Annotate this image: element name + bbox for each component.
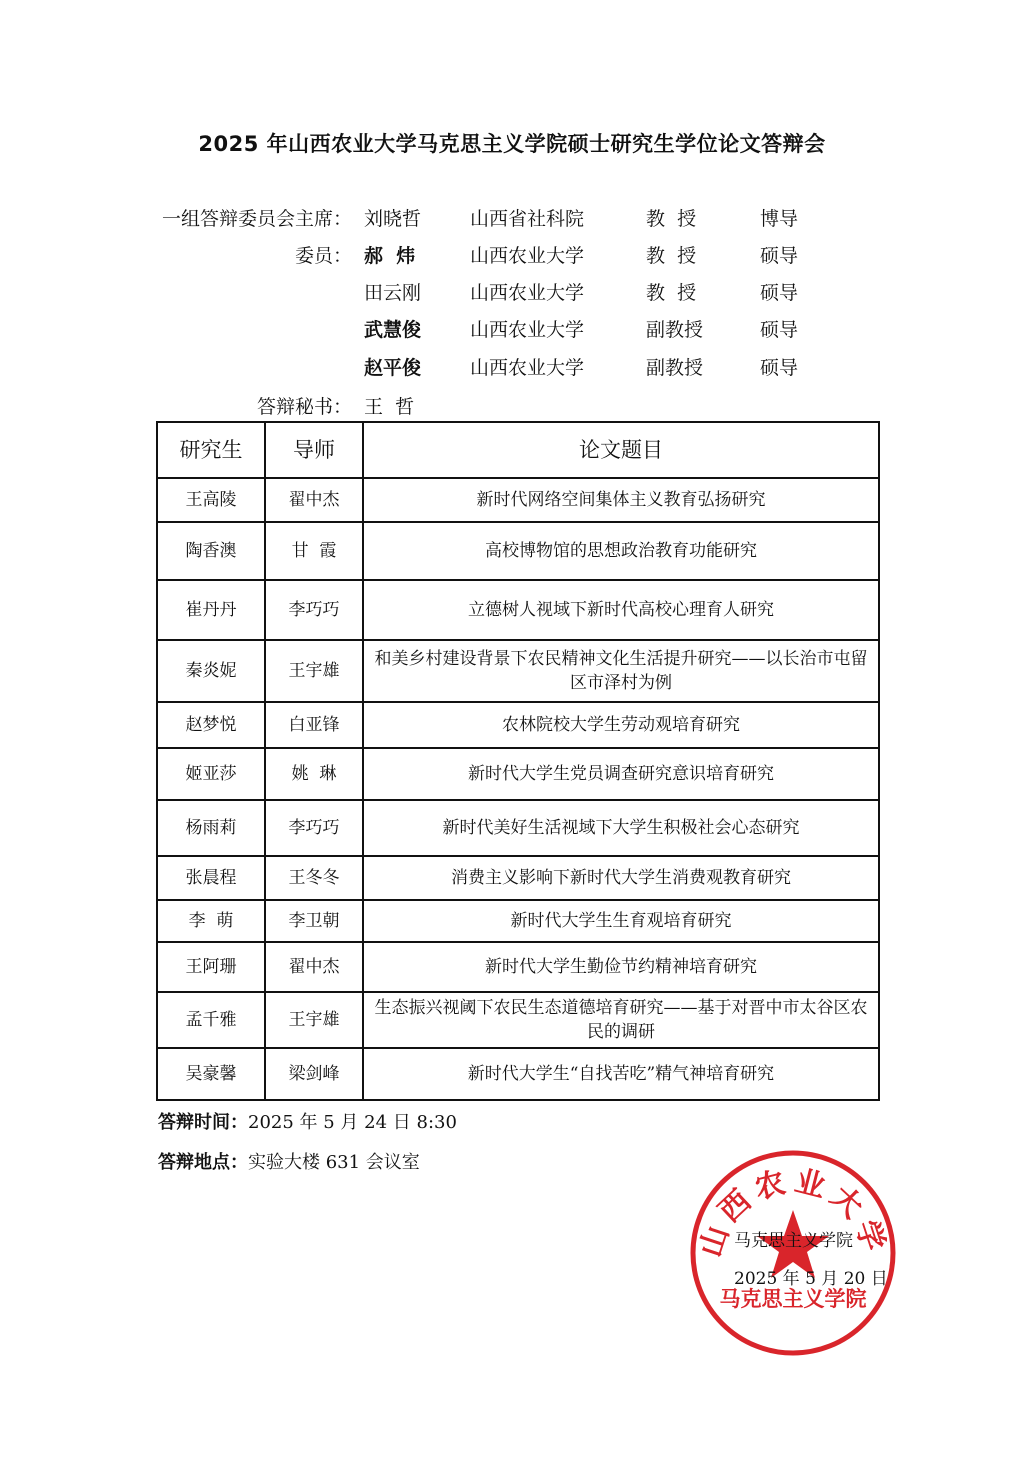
advisor-name: 翟中杰 xyxy=(265,942,363,992)
advisor-name: 李巧巧 xyxy=(265,800,363,856)
thesis-title: 生态振兴视阈下农民生态道德培育研究——基于对晋中市太谷区农民的调研 xyxy=(363,992,879,1048)
document-title: 2025 年山西农业大学马克思主义学院硕士研究生学位论文答辩会 xyxy=(198,132,826,156)
defense-time-label: 答辩时间： xyxy=(158,1112,248,1133)
chair-title: 教 授 xyxy=(646,208,697,230)
member-org: 山西农业大学 xyxy=(470,282,585,304)
table-row xyxy=(157,702,879,748)
student-name: 王高陵 xyxy=(157,478,265,522)
committee-member-row xyxy=(0,241,1024,271)
member-title: 教 授 xyxy=(646,245,697,267)
student-name: 李 萌 xyxy=(157,900,265,942)
thesis-title: 新时代大学生“自找苦吃”精气神培育研究 xyxy=(363,1048,879,1100)
student-name: 孟千雅 xyxy=(157,992,265,1048)
issuer-name: 马克思主义学院 xyxy=(734,1231,853,1251)
thesis-title: 新时代大学生勤俭节约精神培育研究 xyxy=(363,942,879,992)
chair-name: 刘晓哲 xyxy=(364,208,422,230)
committee-secretary-row xyxy=(0,392,1024,422)
member-title: 副教授 xyxy=(646,319,704,341)
members-label: 委员： xyxy=(294,245,352,267)
member-title: 副教授 xyxy=(646,357,704,379)
table-row xyxy=(157,900,879,942)
issuer-date: 2025 年 5 月 20 日 xyxy=(734,1269,888,1289)
student-name: 赵梦悦 xyxy=(157,702,265,748)
header-advisor: 导师 xyxy=(265,422,363,478)
student-name: 张晨程 xyxy=(157,856,265,900)
secretary-label: 答辩秘书： xyxy=(256,396,352,418)
thesis-table xyxy=(156,421,880,1101)
student-name: 崔丹丹 xyxy=(157,580,265,640)
member-degree: 硕导 xyxy=(760,357,799,379)
defense-place-value: 实验大楼 631 会议室 xyxy=(248,1152,420,1173)
defense-time-value: 2025 年 5 月 24 日 8:30 xyxy=(248,1112,457,1133)
table-row xyxy=(157,640,879,702)
student-name: 陶香澳 xyxy=(157,522,265,580)
table-row xyxy=(157,522,879,580)
defense-place-label: 答辩地点： xyxy=(158,1152,248,1173)
table-row xyxy=(157,800,879,856)
thesis-title: 消费主义影响下新时代大学生消费观教育研究 xyxy=(363,856,879,900)
thesis-title: 新时代大学生生育观培育研究 xyxy=(363,900,879,942)
header-student: 研究生 xyxy=(157,422,265,478)
table-row xyxy=(157,942,879,992)
committee-member-row xyxy=(0,315,1024,345)
table-row xyxy=(157,992,879,1048)
advisor-name: 梁剑峰 xyxy=(265,1048,363,1100)
member-degree: 硕导 xyxy=(760,282,799,304)
thesis-title: 和美乡村建设背景下农民精神文化生活提升研究——以长治市屯留区市泽村为例 xyxy=(363,640,879,702)
member-name: 武慧俊 xyxy=(364,319,422,341)
advisor-name: 姚 琳 xyxy=(265,748,363,800)
member-degree: 硕导 xyxy=(760,319,799,341)
committee-block xyxy=(0,0,1024,420)
chair-degree: 博导 xyxy=(760,208,799,230)
member-name: 赵平俊 xyxy=(364,357,422,379)
member-org: 山西农业大学 xyxy=(470,357,585,379)
advisor-name: 王宇雄 xyxy=(265,992,363,1048)
table-row xyxy=(157,1048,879,1100)
table-row xyxy=(157,748,879,800)
advisor-name: 翟中杰 xyxy=(265,478,363,522)
thesis-title: 新时代大学生党员调查研究意识培育研究 xyxy=(363,748,879,800)
defense-place xyxy=(158,1150,420,1176)
table-row xyxy=(157,478,879,522)
header-thesis-title: 论文题目 xyxy=(363,422,879,478)
secretary-name: 王 哲 xyxy=(364,396,415,418)
committee-chair-row xyxy=(0,204,1024,234)
advisor-name: 李卫朝 xyxy=(265,900,363,942)
member-name: 郝 炜 xyxy=(364,245,416,267)
thesis-title: 农林院校大学生劳动观培育研究 xyxy=(363,702,879,748)
chair-label: 一组答辩委员会主席： xyxy=(161,208,352,230)
official-seal xyxy=(688,1148,898,1358)
student-name: 吴豪馨 xyxy=(157,1048,265,1100)
student-name: 姬亚莎 xyxy=(157,748,265,800)
table-header-row xyxy=(157,422,879,478)
table-row xyxy=(157,856,879,900)
thesis-title: 立德树人视域下新时代高校心理育人研究 xyxy=(363,580,879,640)
member-degree: 硕导 xyxy=(760,245,799,267)
student-name: 王阿珊 xyxy=(157,942,265,992)
student-name: 杨雨莉 xyxy=(157,800,265,856)
seal-outer-text: 山西农业大学 xyxy=(693,1163,893,1262)
thesis-title: 新时代网络空间集体主义教育弘扬研究 xyxy=(363,478,879,522)
seal-inner-text: 马克思主义学院 xyxy=(719,1286,867,1311)
student-name: 秦炎妮 xyxy=(157,640,265,702)
member-name: 田云刚 xyxy=(364,282,422,304)
committee-member-row xyxy=(0,353,1024,383)
member-org: 山西农业大学 xyxy=(470,245,585,267)
member-title: 教 授 xyxy=(646,282,697,304)
advisor-name: 李巧巧 xyxy=(265,580,363,640)
table-row xyxy=(157,580,879,640)
advisor-name: 甘 霞 xyxy=(265,522,363,580)
chair-org: 山西省社科院 xyxy=(470,208,585,230)
advisor-name: 王宇雄 xyxy=(265,640,363,702)
committee-member-row xyxy=(0,278,1024,308)
defense-time xyxy=(158,1110,457,1136)
thesis-title: 高校博物馆的思想政治教育功能研究 xyxy=(363,522,879,580)
thesis-title: 新时代美好生活视域下大学生积极社会心态研究 xyxy=(363,800,879,856)
member-org: 山西农业大学 xyxy=(470,319,585,341)
advisor-name: 王冬冬 xyxy=(265,856,363,900)
advisor-name: 白亚锋 xyxy=(265,702,363,748)
